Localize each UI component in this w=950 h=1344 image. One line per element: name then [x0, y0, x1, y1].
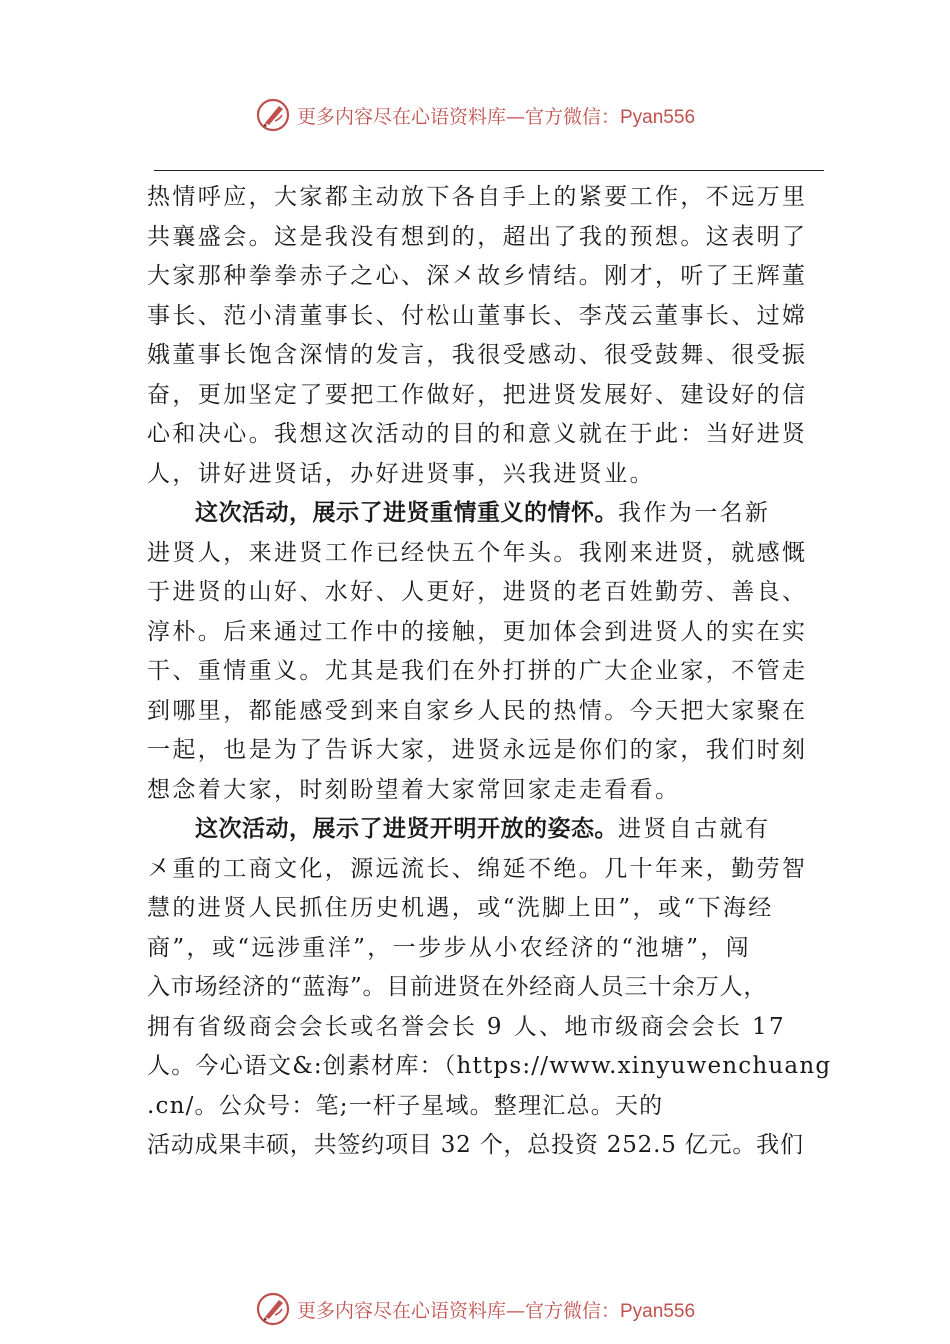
footer-official: 官方微信：	[524, 1299, 620, 1322]
header-rule	[154, 170, 824, 171]
paragraph-2	[147, 494, 817, 810]
text-line: 心和决心。我想这次活动的目的和意义就在于此：当好进贤	[147, 421, 808, 447]
header-wechat-id: Pyan556	[620, 106, 696, 128]
text-line: 大家那种拳拳赤子之心、深㐅故乡情结。刚才，听了王辉董	[147, 263, 808, 289]
text-line: 于进贤的山好、水好、人更好，进贤的老百姓勤劳、善良、	[147, 579, 808, 605]
text-line: .cn/。公众号：笔;一杆子星域。整理汇总。天的	[147, 1092, 664, 1119]
paragraph-2-first-line	[147, 494, 817, 534]
pen-logo-icon	[255, 97, 291, 133]
footer-brand: 更多内容尽在心语资料库	[296, 1299, 506, 1322]
text-line: 到哪里，都能感受到来自家乡人民的热情。今天把大家聚在	[147, 697, 808, 724]
paragraph-3-first-line	[147, 810, 817, 850]
paragraph-3-first-tail: 进贤自古就有	[618, 816, 771, 842]
text-line: 一起，也是为了告诉大家，进贤永远是你们的家，我们时刻	[147, 737, 808, 763]
paragraph-3-heading: 这次活动，展示了进贤开明开放的姿态。	[195, 816, 618, 842]
text-line: 干、重情重义。尤其是我们在外打拼的广大企业家，不管走	[147, 658, 808, 684]
text-line: 入市场经济的“蓝海”。目前进贤在外经商人员三十余万人，	[147, 974, 768, 1000]
text-line: 热情呼应，大家都主动放下各自手上的紧要工作，不远万里	[147, 184, 808, 210]
paragraph-2-heading: 这次活动，展示了进贤重情重义的情怀。	[195, 500, 618, 526]
text-line: 娥董事长饱含深情的发言，我很受感动、很受鼓舞、很受振	[147, 342, 808, 368]
text-line: 人，讲好进贤话，办好进贤事，兴我进贤业。	[147, 460, 655, 487]
footer-wechat-id: Pyan556	[620, 1300, 696, 1322]
header-banner-text	[297, 102, 695, 129]
page-footer-banner	[0, 1287, 950, 1331]
footer-separator: —	[505, 1299, 525, 1322]
text-line: 商”，或“远涉重洋”，一步步从小农经济的“池塘”，闯	[147, 934, 752, 961]
text-line: 淳朴。后来通过工作中的接触，更加体会到进贤人的实在实	[147, 618, 808, 645]
footer-banner-text	[297, 1296, 695, 1323]
text-line: 慧的进贤人民抓住历史机遇，或“洗脚上田”，或“下海经	[147, 895, 774, 921]
text-line: 拥有省级商会会长或名誉会长 9 人、地市级商会会长 17	[147, 1013, 787, 1040]
text-line: 㐅重的工商文化，源远流长、绵延不绝。几十年来，勤劳智	[147, 855, 808, 882]
header-separator: —	[505, 105, 525, 128]
paragraph-2-first-tail: 我作为一名新	[618, 500, 771, 526]
text-line: 人。今心语文&:创素材库：（https://www.xinyuwenchuang	[147, 1053, 832, 1079]
pen-logo-icon	[255, 1291, 291, 1327]
text-line: 想念着大家，时刻盼望着大家常回家走走看看。	[147, 776, 681, 803]
paragraph-1	[147, 178, 817, 494]
document-body	[147, 178, 832, 1166]
header-official: 官方微信：	[524, 105, 620, 128]
text-line: 奋，更加坚定了要把工作做好，把进贤发展好、建设好的信	[147, 381, 808, 408]
text-line: 事长、范小清董事长、付松山董事长、李茂云董事长、过嫦	[147, 302, 808, 329]
text-line: 共襄盛会。这是我没有想到的，超出了我的预想。这表明了	[147, 223, 808, 250]
paragraph-3	[147, 810, 832, 1166]
text-line: 进贤人，来进贤工作已经快五个年头。我刚来进贤，就感慨	[147, 539, 808, 566]
header-brand: 更多内容尽在心语资料库	[296, 105, 506, 128]
text-line: 活动成果丰硕，共签约项目 32 个，总投资 252.5 亿元。我们	[147, 1132, 804, 1158]
page-header-banner	[0, 93, 950, 137]
